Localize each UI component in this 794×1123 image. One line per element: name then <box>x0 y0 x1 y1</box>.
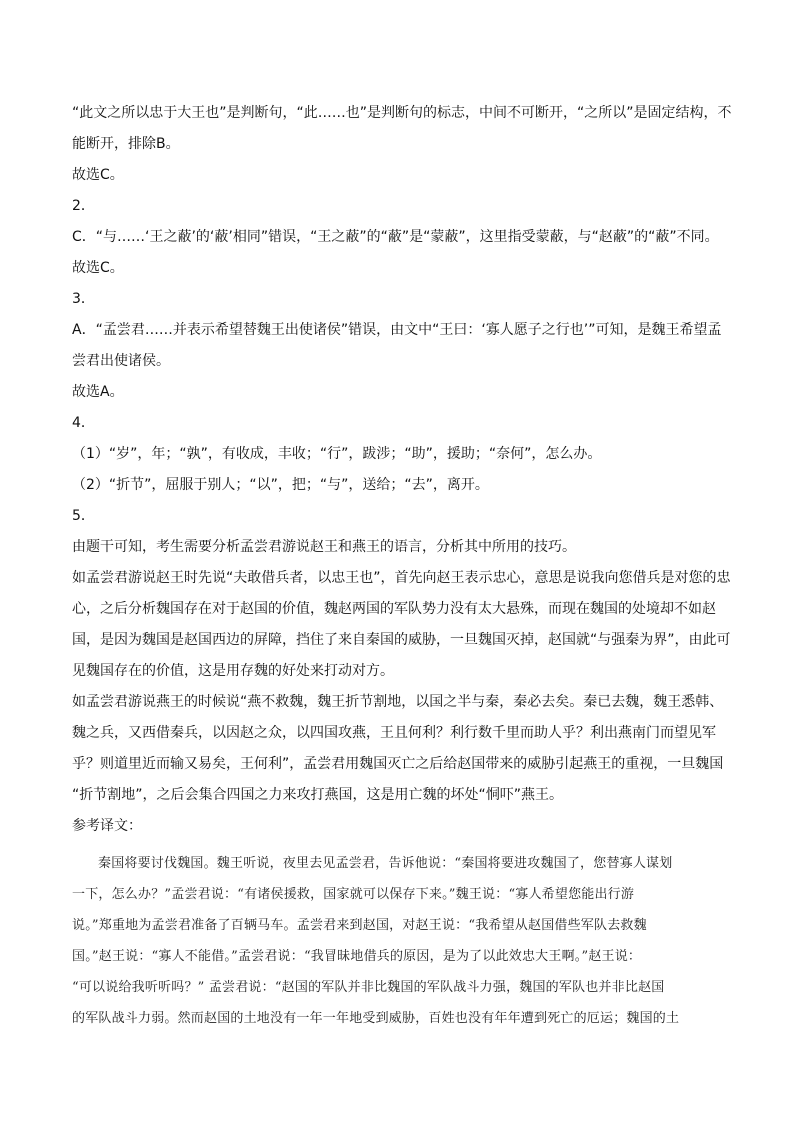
translation-line: 国。”赵王说：“寡人不能借。”孟尝君说：“我冒昧地借兵的原因，是为了以此效忠大王啊。”赵王说： <box>72 949 642 964</box>
q3-explanation-line-2: 尝君出使诸侯。 <box>72 353 170 369</box>
q5-para1-line-1: 如孟尝君游说赵王时先说“夫敢借兵者，以忠王也”，首先向赵王表示忠心，意思是说我向您借兵是对您的忠 <box>72 570 731 586</box>
q2-conclusion: 故选C。 <box>72 260 124 276</box>
translation-line: 的军队战斗力弱。然而赵国的土地没有一年一年地受到威胁，百姓也没有年年遭到死亡的厄运；魏国的土 <box>72 1011 680 1026</box>
q5-number: 5． <box>72 508 95 524</box>
q4-number: 4． <box>72 415 95 431</box>
q4-item-1: （1）“岁”，年；“孰”，有收成，丰收；“行”，跋涉；“助”，援助；“奈何”，怎么办。 <box>72 446 602 462</box>
translation-line: 一下，怎么办？”孟尝君说：“有诸侯援救，国家就可以保存下来。”魏王说：“寡人希望您能出行游 <box>72 887 635 902</box>
q5-para1-line-4: 见魏国存在的价值，这是用存魏的好处来打动对方。 <box>72 663 394 679</box>
q5-para2-line-2: 魏之兵，又西借秦兵，以因赵之众，以四国攻燕，王且何利？利行数千里而助人乎？利出燕南门而望见军 <box>72 725 716 741</box>
translation-line: 秦国将要讨伐魏国。魏王听说，夜里去见孟尝君，告诉他说：“秦国将要进攻魏国了，您替寡人谋划 <box>98 856 673 871</box>
q4-item-2: （2）“折节”，屈服于别人；“以”，把；“与”，送给；“去”，离开。 <box>72 477 489 493</box>
q5-para1-line-3: 国，是因为魏国是赵国西边的屏障，挡住了来自秦国的威胁，一旦魏国灭掉，赵国就“与强秦为界”，由此可 <box>72 632 731 648</box>
q1-explanation-line-2: 能断开，排除B。 <box>72 136 180 152</box>
q2-number: 2． <box>72 198 95 214</box>
translation-heading: 参考译文： <box>72 818 142 834</box>
q5-para2-line-4: “折节割地”，之后会集合四国之力来攻打燕国，这是用亡魏的坏处“恫吓”燕王。 <box>72 787 564 803</box>
q5-para2-line-3: 乎？则道里近而输又易矣，王何利”，孟尝君用魏国灭亡之后给赵国带来的威胁引起燕王的重视，一旦魏国 <box>72 756 724 772</box>
q5-intro: 由题干可知，考生需要分析孟尝君游说赵王和燕王的语言，分析其中所用的技巧。 <box>72 539 576 555</box>
q3-explanation-line-1: A．“孟尝君……并表示希望替魏王出使诸侯”错误，由文中“王曰：‘寡人愿子之行也’”可知，是魏王希望孟 <box>72 322 722 338</box>
q1-explanation-line-1: “此文之所以忠于大王也”是判断句，“此……也”是判断句的标志，中间不可断开，“之所以”是固定结构，不 <box>72 105 732 121</box>
q2-explanation: C．“与……‘王之蔽’的‘蔽’相同”错误，“王之蔽”的“蔽”是“蒙蔽”，这里指受蒙蔽，与“赵蔽”的“蔽”不同。 <box>72 229 719 245</box>
q3-number: 3． <box>72 291 95 307</box>
q1-conclusion: 故选C。 <box>72 167 124 183</box>
q3-conclusion: 故选A。 <box>72 384 124 400</box>
q5-para1-line-2: 心，之后分析魏国存在对于赵国的价值，魏赵两国的军队势力没有太大悬殊，而现在魏国的处境却不如赵 <box>72 601 716 617</box>
reference-translation <box>72 848 728 1034</box>
q5-para2-line-1: 如孟尝君游说燕王的时候说“燕不救魏，魏王折节割地，以国之半与秦，秦必去矣。秦已去魏，魏王悉韩、 <box>72 694 724 710</box>
translation-line: 说。”郑重地为孟尝君准备了百辆马车。孟尝君来到赵国，对赵王说：“我希望从赵国借些军队去救魏 <box>72 918 647 933</box>
translation-line: “可以说给我听听吗？” 孟尝君说：“赵国的军队并非比魏国的军队战斗力强，魏国的军队也并非比赵国 <box>72 980 665 995</box>
answer-document <box>72 98 732 1034</box>
